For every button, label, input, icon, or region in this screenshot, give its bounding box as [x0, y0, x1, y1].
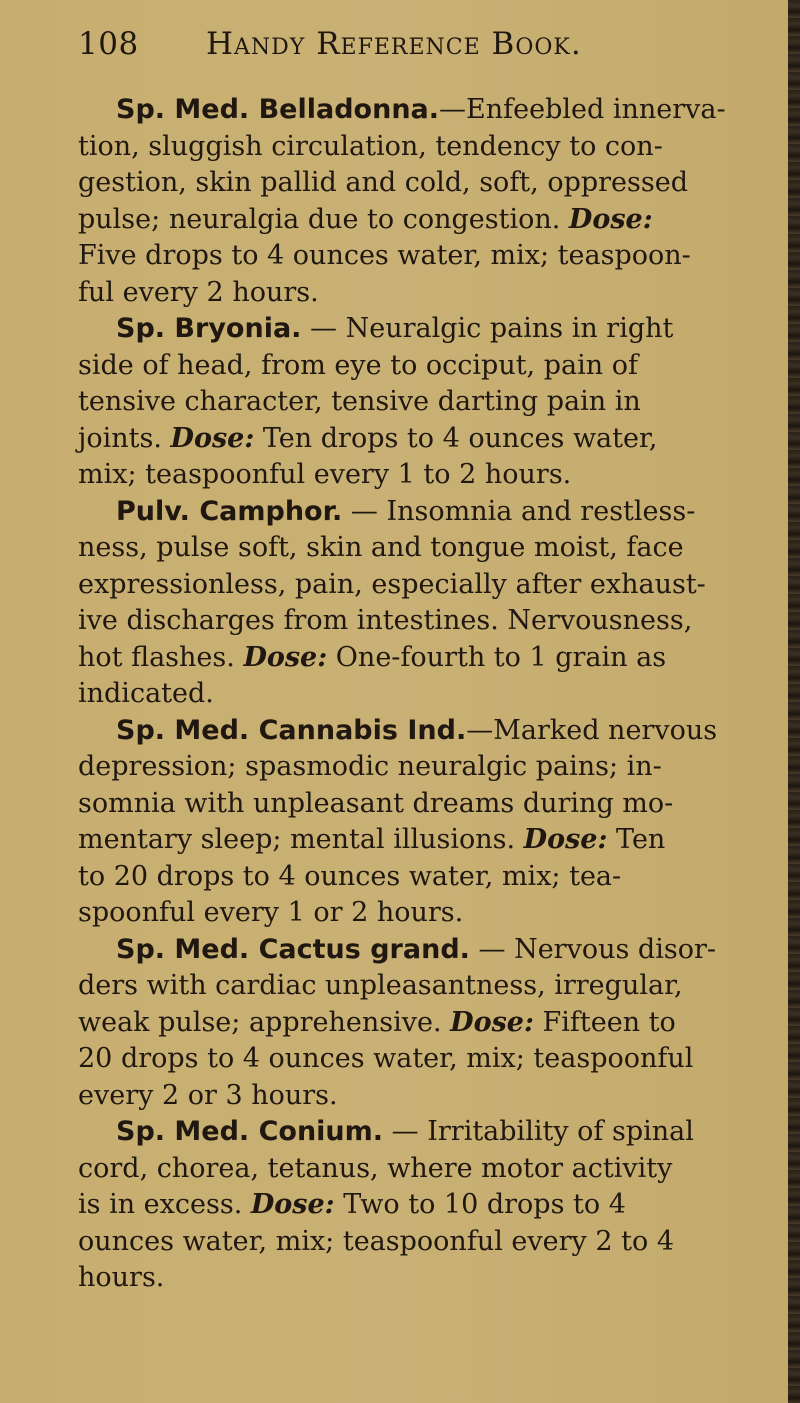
text-line [78, 1260, 740, 1297]
remedy-text: joints. [78, 422, 171, 454]
remedy-text: tion, sluggish circulation, tendency to con- [78, 130, 663, 162]
text-line [78, 676, 740, 713]
remedy-entry [78, 932, 740, 1115]
text-line [78, 603, 740, 640]
text-line [78, 1224, 740, 1261]
remedy-name: Sp. Med. Belladonna. [116, 94, 440, 125]
remedy-entry [78, 1114, 740, 1297]
remedy-name: Sp. Bryonia. [116, 313, 302, 344]
remedy-text: ful every 2 hours. [78, 276, 319, 308]
remedy-text: 20 drops to 4 ounces water, mix; teaspoonful [78, 1043, 694, 1074]
remedy-name: Sp. Med. Conium. [116, 1116, 384, 1147]
remedy-text: cord, chorea, tetanus, where motor activity [78, 1152, 673, 1184]
running-title: Handy Reference Book. [206, 26, 582, 62]
remedy-text: Ten drops to 4 ounces water, [254, 422, 658, 454]
remedy-entry [78, 92, 740, 311]
text-line [78, 1041, 740, 1078]
text-line [78, 567, 740, 604]
dose-label: Dose: [250, 1189, 335, 1220]
remedy-text: weak pulse; apprehensive. [78, 1006, 451, 1038]
remedy-text: hot flashes. [78, 641, 244, 673]
remedy-entry [78, 713, 740, 932]
page-edge [788, 0, 800, 1403]
remedy-text: ders with cardiac unpleasantness, irregular, [78, 970, 683, 1001]
remedy-text: —Enfeebled innerva- [439, 94, 726, 125]
text-line [78, 1114, 740, 1151]
text-line [78, 238, 740, 275]
remedy-text: ounces water, mix; teaspoonful every 2 to 4 [78, 1225, 675, 1257]
text-line [78, 968, 740, 1005]
remedy-entry [78, 494, 740, 713]
remedy-text: Five drops to 4 ounces water, mix; teaspoon- [78, 240, 691, 271]
dose-label: Dose: [450, 1006, 534, 1038]
remedy-text: every 2 or 3 hours. [78, 1079, 338, 1111]
remedy-name: Sp. Med. Cactus grand. [116, 933, 470, 965]
remedy-text: ive discharges from intestines. Nervousness, [78, 605, 693, 636]
text-line [78, 494, 740, 531]
remedy-text: — Irritability of spinal [383, 1116, 694, 1147]
remedy-text: —Marked nervous [466, 714, 718, 746]
text-line [78, 713, 740, 750]
remedy-text: mentary sleep; mental illusions. [78, 824, 524, 855]
text-line [78, 457, 740, 494]
text-line [78, 932, 740, 969]
remedy-name: Sp. Med. Cannabis Ind. [116, 714, 467, 746]
text-line [78, 1078, 740, 1115]
body-text [78, 92, 740, 1297]
remedy-text: indicated. [78, 678, 214, 709]
remedy-text: mix; teaspoonful every 1 to 2 hours. [78, 459, 572, 490]
remedy-text: to 20 drops to 4 ounces water, mix; tea- [78, 860, 622, 892]
text-line [78, 202, 740, 239]
remedy-text: Two to 10 drops to 4 [334, 1189, 626, 1220]
remedy-text: tensive character, tensive darting pain in [78, 386, 641, 417]
remedy-name: Pulv. Camphor. [116, 495, 343, 527]
text-line [78, 530, 740, 567]
remedy-text: — Nervous disor- [469, 933, 716, 965]
text-line [78, 1187, 740, 1224]
remedy-text: — Neuralgic pains in right [301, 313, 674, 344]
text-line [78, 895, 740, 932]
remedy-text: is in excess. [78, 1189, 251, 1220]
dose-label: Dose: [170, 422, 255, 454]
text-line [78, 786, 740, 823]
text-line [78, 92, 740, 129]
text-line [78, 1151, 740, 1188]
remedy-text: One-fourth to 1 grain as [327, 641, 667, 673]
remedy-entry [78, 311, 740, 494]
text-line [78, 421, 740, 458]
text-line [78, 1005, 740, 1042]
text-line [78, 165, 740, 202]
remedy-text: Ten [607, 824, 666, 855]
page-header [78, 26, 718, 66]
remedy-text: ness, pulse soft, skin and tongue moist, face [78, 532, 684, 563]
text-line [78, 129, 740, 166]
text-line [78, 859, 740, 896]
text-line [78, 275, 740, 312]
remedy-text: spoonful every 1 or 2 hours. [78, 897, 464, 928]
text-line [78, 384, 740, 421]
remedy-text: gestion, skin pallid and cold, soft, oppressed [78, 167, 689, 198]
remedy-text: hours. [78, 1262, 165, 1293]
page-number: 108 [78, 26, 139, 62]
remedy-text: somnia with unpleasant dreams during mo- [78, 787, 674, 819]
text-line [78, 749, 740, 786]
text-line [78, 640, 740, 677]
remedy-text: side of head, from eye to occiput, pain of [78, 349, 638, 381]
text-line [78, 311, 740, 348]
text-line [78, 822, 740, 859]
dose-label: Dose: [568, 203, 653, 235]
dose-label: Dose: [523, 824, 608, 855]
text-line [78, 348, 740, 385]
remedy-text: depression; spasmodic neuralgic pains; in- [78, 751, 662, 782]
remedy-text: — Insomnia and restless- [342, 495, 696, 527]
dose-label: Dose: [243, 641, 328, 673]
remedy-text: expressionless, pain, especially after exhaust- [78, 568, 706, 600]
remedy-text: pulse; neuralgia due to congestion. [78, 203, 569, 235]
remedy-text: Fifteen to [533, 1006, 676, 1038]
